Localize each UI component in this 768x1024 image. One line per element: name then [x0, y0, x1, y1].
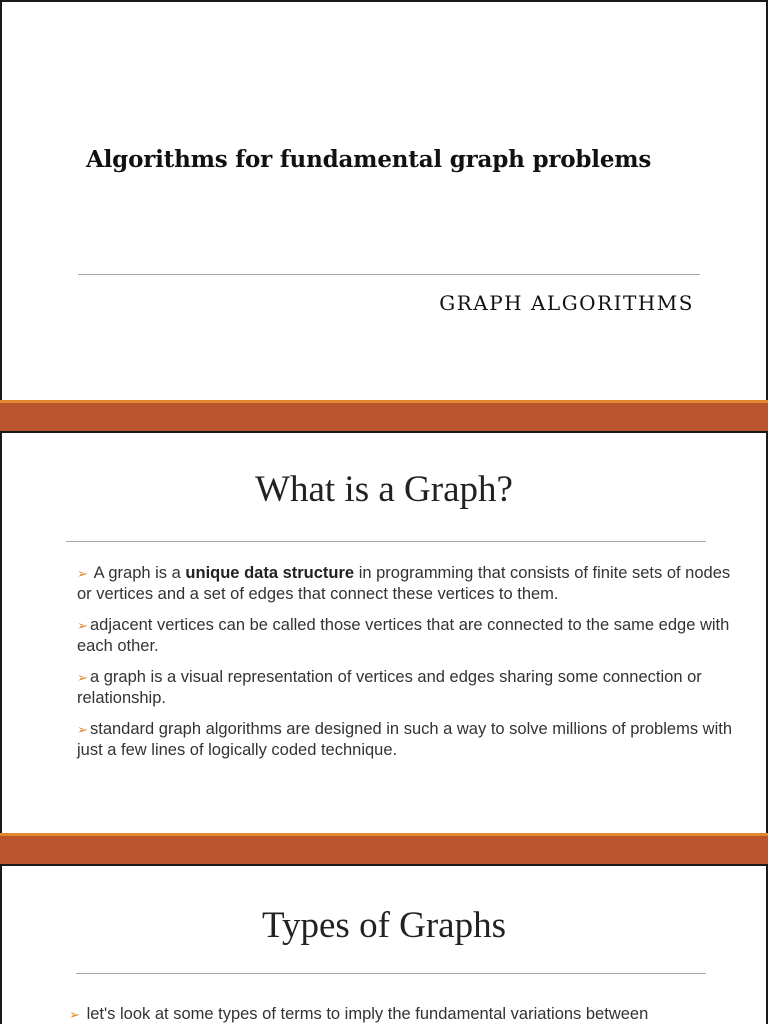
slide-separator-bar — [0, 400, 768, 433]
arrow-bullet-icon: ➢ — [77, 722, 88, 737]
title-divider — [78, 274, 700, 275]
list-item — [74, 563, 744, 605]
bullet-text: a graph is a visual representation of vertices and edges sharing some connection or relationship. — [77, 668, 702, 707]
arrow-bullet-icon: ➢ — [77, 566, 88, 581]
bullet-text: adjacent vertices can be called those vertices that are connected to the same edge with each other. — [77, 616, 730, 655]
slide-title: Algorithms for fundamental graph problems — [86, 146, 652, 173]
arrow-bullet-icon: ➢ — [77, 618, 88, 633]
heading-divider — [76, 973, 706, 974]
list-item — [74, 719, 744, 761]
slide-heading: Types of Graphs — [261, 905, 507, 946]
bullet-text: in programming that consists of finite sets of nodes or vertices and a set of edges that connect these vertices to them. — [77, 564, 731, 603]
heading-divider — [66, 541, 706, 542]
slide-separator-bar — [0, 833, 768, 866]
list-item — [66, 1004, 746, 1024]
bullet-text: A graph is a — [90, 564, 186, 582]
title-slide — [0, 0, 768, 401]
bullet-bold-text: unique data structure — [185, 564, 355, 582]
arrow-bullet-icon: ➢ — [69, 1007, 80, 1022]
bullet-list — [66, 1004, 746, 1024]
list-item — [74, 667, 744, 709]
slide-heading: What is a Graph? — [255, 469, 513, 510]
arrow-bullet-icon: ➢ — [77, 670, 88, 685]
types-of-graphs-slide — [0, 866, 768, 1024]
bullet-text: let's look at some types of terms to imply the fundamental variations between — [82, 1005, 649, 1023]
slide-subtitle: GRAPH ALGORITHMS — [439, 291, 694, 315]
bullet-text: standard graph algorithms are designed in such a way to solve millions of problems with just a few lines of logically coded technique. — [77, 720, 732, 759]
list-item — [74, 615, 744, 657]
what-is-graph-slide — [0, 433, 768, 833]
bullet-list — [74, 563, 744, 771]
